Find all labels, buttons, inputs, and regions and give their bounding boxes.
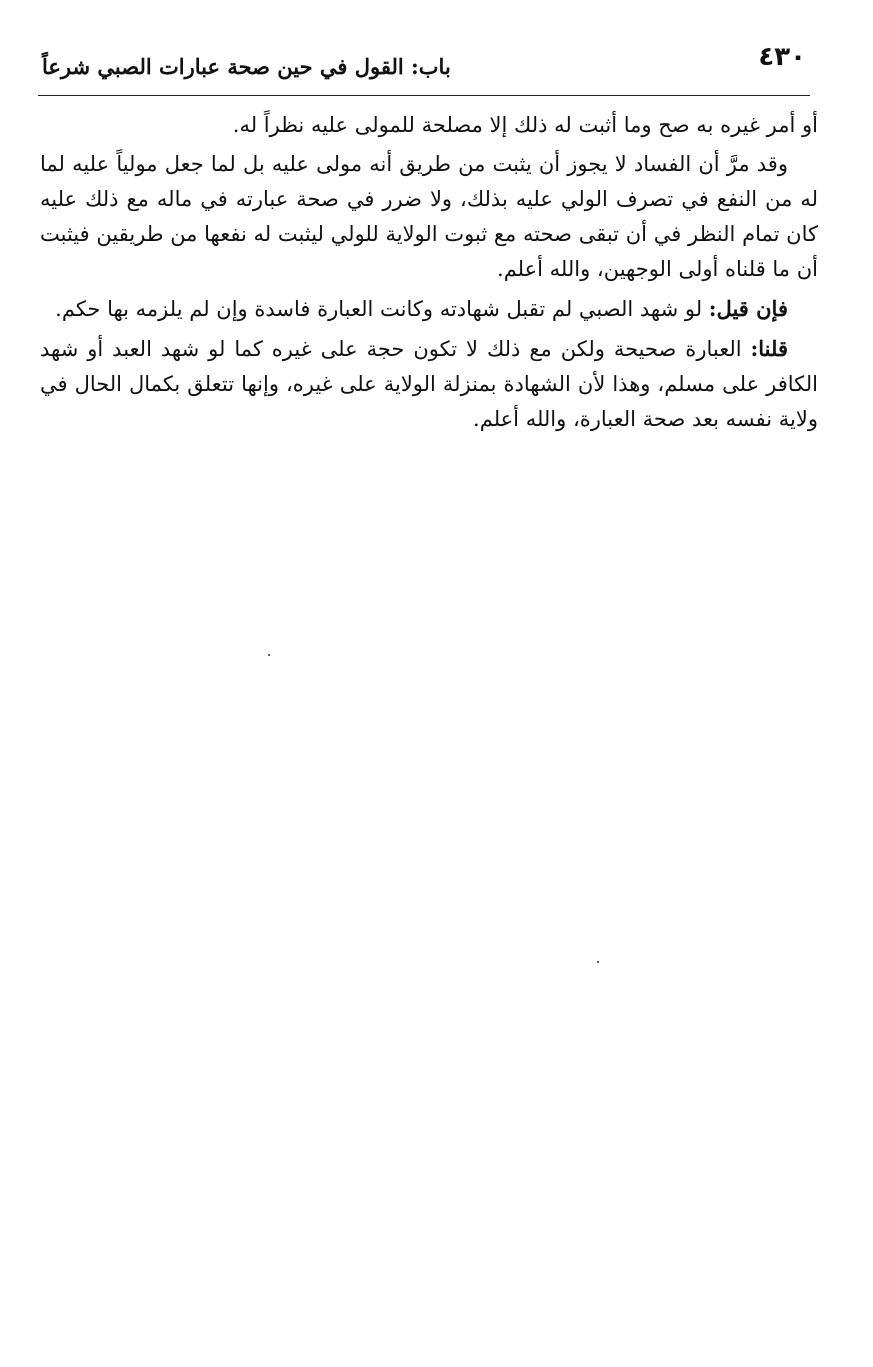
reply-lead: قلنا: xyxy=(750,336,788,361)
page-header xyxy=(38,38,810,90)
paragraph-4 xyxy=(40,331,818,437)
page-number: ٤٣٠ xyxy=(758,42,806,72)
header-rule xyxy=(38,95,810,96)
paragraph-3 xyxy=(40,291,818,327)
main-text xyxy=(40,108,818,441)
reply-text: العبارة صحيحة ولكن مع ذلك لا تكون حجة على غيره كما لو شهد العبد أو شهد الكافر على مسلم، وهذا لأن الشهادة بمنزلة الولاية على غيره، وإنها تتعلق بكمال الحال في ولاية نفسه بعد صحة العبارة، والله أعلم. xyxy=(40,337,818,431)
running-title: باب: القول في حين صحة عبارات الصبي شرعاً xyxy=(42,54,451,79)
objection-lead: فإن قيل: xyxy=(708,296,788,321)
scan-speck xyxy=(597,961,599,963)
objection-text: لو شهد الصبي لم تقبل شهادته وكانت العبارة فاسدة وإن لم يلزمه بها حكم. xyxy=(55,297,709,321)
paragraph-1: أو أمر غيره به صح وما أثبت له ذلك إلا مصلحة للمولى عليه نظراً له. xyxy=(232,113,818,137)
scan-speck xyxy=(268,654,270,656)
paragraph-2: وقد مرَّ أن الفساد لا يجوز أن يثبت من طريق أنه مولى عليه بل لما جعل مولياً عليه لما له من النفع في تصرف الولي عليه بذلك، ولا ضرر في صحة عبارته في ماله مع ذلك عليه كان تمام النظر في أن تبقى صحته مع ثبوت الولاية للولي ليثبت له نفعها من طريقين فيثبت أن ما قلناه أولى الوجهين، والله أعلم. xyxy=(40,152,818,281)
